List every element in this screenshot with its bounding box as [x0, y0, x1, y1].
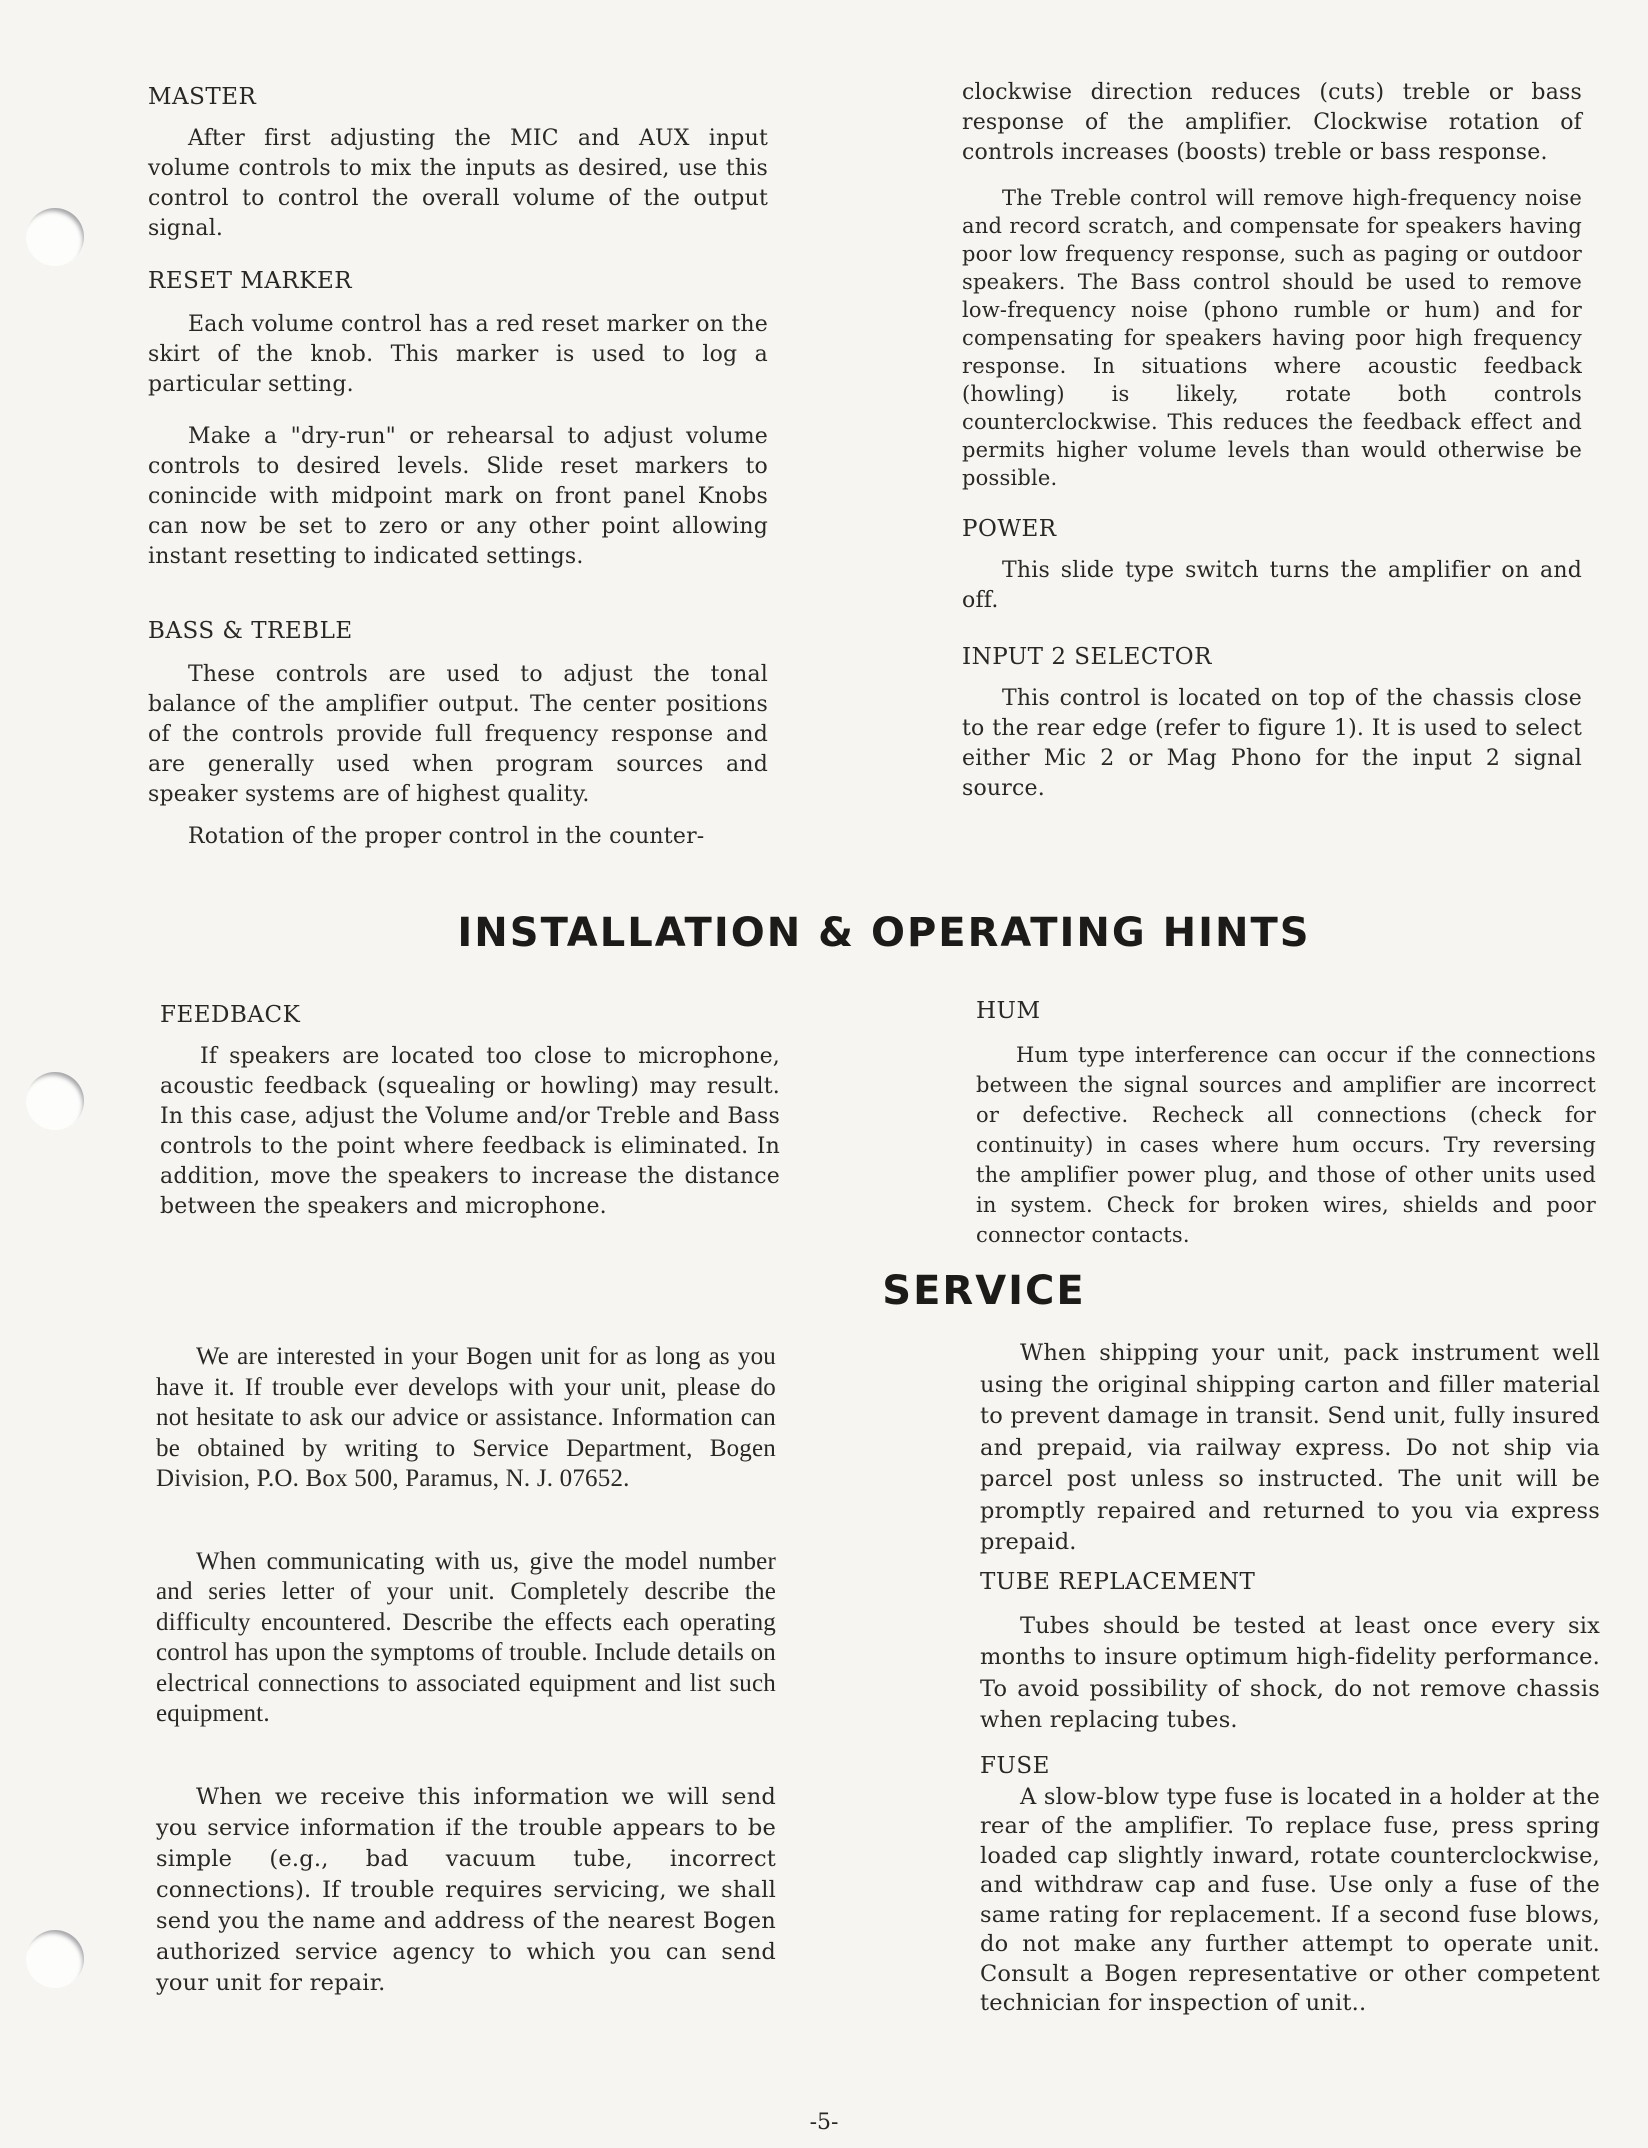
- section-master: [148, 82, 768, 244]
- section-feedback: [160, 1000, 780, 1222]
- section-bass-treble-continued: [962, 78, 1582, 492]
- section-reset-marker: [148, 266, 768, 572]
- right-top-column: [962, 78, 1582, 804]
- section-power: [962, 514, 1582, 616]
- section-bass-treble: [148, 616, 768, 852]
- paragraph: Hum type interference can occur if the connections between the signal sources and amplifier are incorrect or defective. Recheck all connections (check for continuity) in cases where hum occurs. Try reversing the amplifier power plug, and those of other units used in system. Check for broken wires, shields and poor connector contacts.: [976, 1043, 1596, 1247]
- paragraph: Each volume control has a red reset marker on the skirt of the knob. This marker is used to log a particular setting.: [148, 312, 768, 397]
- paragraph: This slide type switch turns the amplifier on and off.: [962, 558, 1582, 613]
- punch-hole: [26, 1930, 84, 1988]
- section-input2-selector: [962, 642, 1582, 804]
- paragraph: This control is located on top of the chassis close to the rear edge (refer to figure 1). It is used to select either Mic 2 or Mag Phono for the input 2 signal source.: [962, 686, 1582, 801]
- service-banner: SERVICE: [882, 1268, 1086, 1314]
- section-heading: FUSE: [980, 1752, 1050, 1779]
- paragraph: Tubes should be tested at least once every six months to insure optimum high-fidelity performance. To avoid possibility of shock, do not remove chassis when replacing tubes.: [980, 1612, 1600, 1733]
- paragraph: When shipping your unit, pack instrument well using the original shipping carton and filler material to prevent damage in transit. Send unit, fully insured and prepaid, via railway express. Do not ship via parcel post unless so instructed. The unit will be promptly repaired and returned to you via express prepaid.: [980, 1340, 1600, 1555]
- left-top-column: [148, 82, 768, 852]
- section-shipping: [980, 1338, 1600, 1559]
- paragraph: We are interested in your Bogen unit for as long as you have it. If trouble ever develops with your unit, please do not hesitate to ask our advice or assistance. Information can be obtained by writing to Service Department, Bogen Division, P.O. Box 500, Paramus, N. J. 07652.: [156, 1343, 776, 1492]
- section-fuse: [980, 1751, 1600, 2019]
- paragraph: After first adjusting the MIC and AUX input volume controls to mix the inputs as desired, use this control to control the overall volume of the output signal.: [148, 126, 768, 241]
- paragraph: Make a "dry-run" or rehearsal to adjust volume controls to desired levels. Slide reset markers to conincide with midpoint mark on front panel Knobs can now be set to zero or any other point allowing instant resetting to indicated settings.: [148, 424, 768, 569]
- section-heading: MASTER: [148, 84, 257, 110]
- section-hum: [976, 996, 1596, 1250]
- punch-hole: [26, 208, 84, 266]
- section-heading: POWER: [962, 516, 1057, 542]
- punch-hole: [26, 1072, 84, 1130]
- section-heading: INPUT 2 SELECTOR: [962, 644, 1212, 670]
- service-left-column: [156, 1342, 776, 1999]
- paragraph: When communicating with us, give the model number and series letter of your unit. Completely describe the difficulty encountered. Describe the effects each operating control has upon the symptoms of trouble. Include details on electrical connections to associated equipment and list such equipment.: [156, 1547, 776, 1727]
- paragraph: If speakers are located too close to microphone, acoustic feedback (squealing or howling) may result. In this case, adjust the Volume and/or Treble and Bass controls to the point where feedback is eliminated. In addition, move the speakers to increase the distance between the speakers and microphone.: [160, 1044, 780, 1219]
- section-heading: BASS & TREBLE: [148, 618, 353, 644]
- paragraph: The Treble control will remove high-frequency noise and record scratch, and compensate for speakers having poor low frequency response, such as paging or outdoor speakers. The Bass control should be used to remove low-frequency noise (phono rumble or hum) and for compensating for speakers having poor high frequency response. In situations where acoustic feedback (howling) is likely, rotate both controls counterclockwise. This reduces the feedback effect and permits higher volume levels than would otherwise be possible.: [962, 186, 1582, 490]
- section-tube-replacement: [980, 1567, 1600, 1737]
- paragraph: clockwise direction reduces (cuts) treble or bass response of the amplifier. Clockwise rotation of controls increases (boosts) treble or bass response.: [962, 80, 1582, 165]
- section-heading: FEEDBACK: [160, 1002, 301, 1028]
- paragraph: A slow-blow type fuse is located in a holder at the rear of the amplifier. To replace fuse, press spring loaded cap slightly inward, rotate counterclockwise, and withdraw cap and fuse. Use only a fuse of the same rating for replacement. If a second fuse blows, do not make any further attempt to operate unit. Consult a Bogen representative or other competent technician for inspection of unit..: [980, 1783, 1600, 2016]
- installation-banner: INSTALLATION & OPERATING HINTS: [457, 910, 1311, 956]
- section-heading: TUBE REPLACEMENT: [980, 1568, 1256, 1595]
- paragraph: When we receive this information we will send you service information if the trouble appears to be simple (e.g., bad vacuum tube, incorrect connections). If trouble requires servicing, we shall send you the name and address of the nearest Bogen authorized service agency to which you can send your unit for repair.: [156, 1783, 776, 1996]
- paragraph: These controls are used to adjust the tonal balance of the amplifier output. The center positions of the controls provide full frequency response and are generally used when program sources and speaker systems are of highest quality.: [148, 662, 768, 807]
- service-right-column: [980, 1338, 1600, 2019]
- section-heading: RESET MARKER: [148, 268, 353, 294]
- paragraph: Rotation of the proper control in the counter-: [188, 824, 705, 849]
- section-heading: HUM: [976, 998, 1041, 1024]
- page-number: -5-: [809, 2110, 839, 2135]
